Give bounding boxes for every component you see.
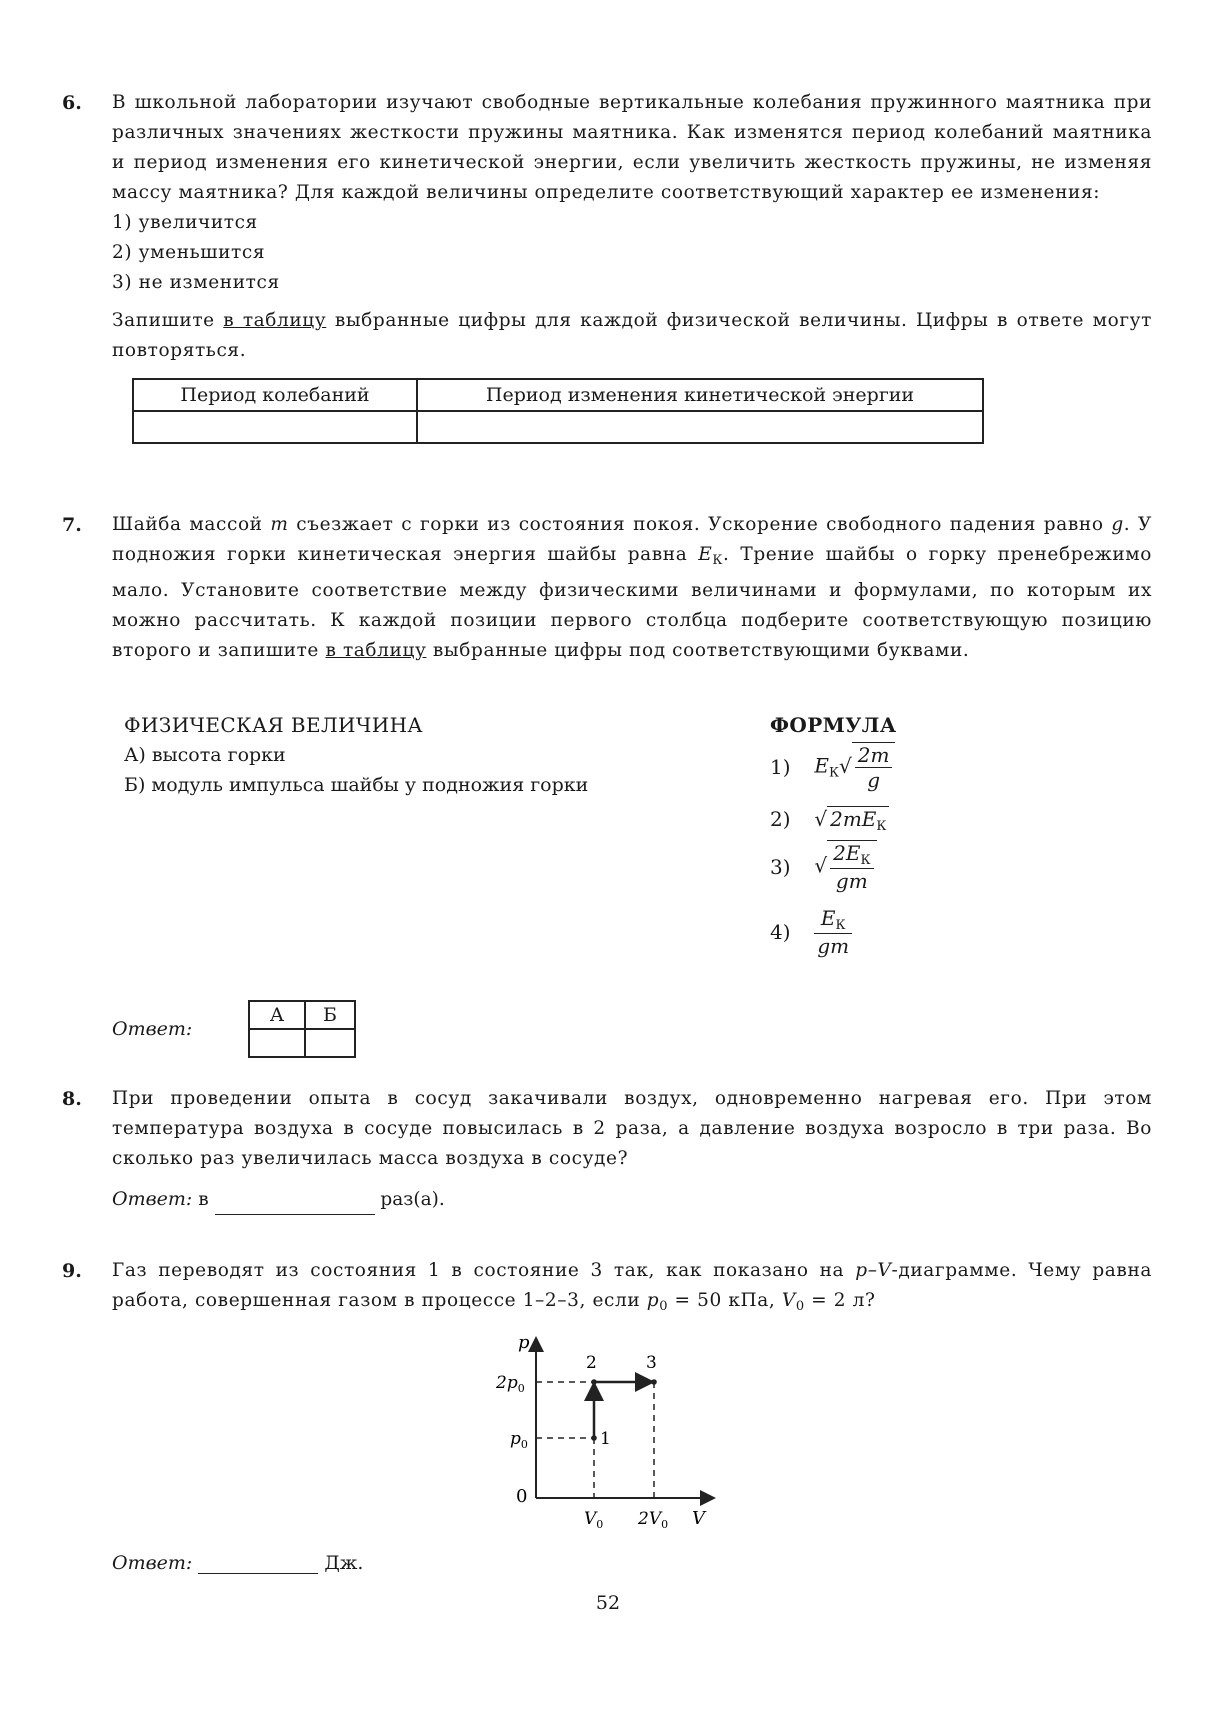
state-3-label: 3	[646, 1353, 657, 1373]
problem-number: 8.	[62, 1088, 82, 1110]
answer-blank[interactable]	[198, 1553, 318, 1574]
answer-cell[interactable]	[417, 411, 983, 443]
column-header: ФОРМУЛА	[770, 713, 897, 737]
problem-number: 6.	[62, 92, 82, 114]
formula-4: 4) $\frac{E_К}{gm}$	[770, 906, 852, 958]
answer-cell[interactable]	[305, 1029, 355, 1057]
p-axis-label: p	[518, 1332, 530, 1353]
table-header: Период изменения кинетической энергии	[417, 379, 983, 411]
state-1-label: 1	[600, 1429, 611, 1449]
answer-blank[interactable]	[215, 1194, 375, 1215]
tick-2v0: $2V_0$	[638, 1509, 669, 1530]
quantity-b: Б) модуль импульса шайбы у подножия горки	[124, 774, 589, 796]
column-header: ФИЗИЧЕСКАЯ ВЕЛИЧИНА	[124, 713, 423, 737]
option-1: 1) увеличится	[112, 212, 258, 233]
problem-7	[62, 510, 1152, 1040]
answer-cell[interactable]	[249, 1029, 305, 1057]
option-3: 3) не изменится	[112, 272, 280, 293]
page-number: 52	[595, 1592, 621, 1614]
state-1-point	[591, 1435, 597, 1441]
origin-label: 0	[516, 1486, 528, 1507]
answer-table-6	[132, 378, 984, 444]
table-header: Б	[305, 1001, 355, 1029]
answer-cell[interactable]	[133, 411, 417, 443]
state-3-point	[651, 1379, 657, 1385]
problem-text: Шайба массой m съезжает с горки из состояния покоя. Ускорение свободного падения равно g. У подножия горки кинетическая энергия шайбы равна $E_К$. Трение шайбы о горку пренебрежимо мало. Установите соответствие между физическими величинами и формулами, по которым их можно рассчитать. К каждой позиции первого столбца подберите соответствующую позицию второго и запишите в таблицу выбранные цифры под соответствующими буквами.	[112, 514, 1152, 661]
state-2-point	[591, 1379, 597, 1385]
problem-8	[62, 1084, 1152, 1215]
problem-text: Газ переводят из состояния 1 в состояние 3 так, как показано на p–V-диаграмме. Чему равна работа, совершенная газом в процессе 1–2–3, если $p_0 = 50$ кПа, $V_0 = 2$ л?	[112, 1260, 1153, 1314]
problem-9	[62, 1256, 1152, 1322]
answer-line-8: Ответ: в раз(а).	[112, 1184, 1152, 1215]
problem-number: 7.	[62, 514, 82, 536]
problem-text: В школьной лаборатории изучают свободные вертикальные колебания пружинного маятника при различных значениях жесткости пружины маятника. Как изменятся период колебаний маятника и период изменения его кинетической энергии, если увеличить жесткость пружины, не изменяя массу маятника? Для каждой величины определите соответствующий характер ее изменения:	[112, 92, 1152, 203]
answer-line-9: Ответ: Дж.	[112, 1552, 364, 1574]
tick-2p0: $2p_0$	[496, 1373, 525, 1395]
table-header: Период колебаний	[133, 379, 417, 411]
formulas-column	[770, 710, 970, 970]
instructions: Запишите в таблицу выбранные цифры для каждой физической величины. Цифры в ответе могут повторяться.	[112, 310, 1152, 361]
option-2: 2) уменьшится	[112, 242, 266, 263]
v-axis-label: V	[692, 1508, 705, 1529]
state-2-label: 2	[586, 1353, 597, 1373]
formula-3: 3) √ $\frac{2E_К}{gm}$	[770, 840, 877, 893]
problem-text: При проведении опыта в сосуд закачивали воздух, одновременно нагревая его. При этом температура воздуха в сосуде повысилась в 2 раза, а давление воздуха возросло в три раза. Во сколько раз увеличилась масса воздуха в сосуде?	[112, 1088, 1152, 1169]
formula-2: 2) √ $2mE_К$	[770, 806, 889, 834]
formula-1: 1) $E_К√$ $\frac{2m}{g}$	[770, 742, 895, 792]
table-header: А	[249, 1001, 305, 1029]
tick-p0: $p_0$	[510, 1429, 528, 1451]
answer-label: Ответ:	[112, 1018, 193, 1040]
problem-6	[62, 88, 1152, 444]
quantity-a: А) высота горки	[124, 744, 286, 766]
answer-table-7	[248, 1000, 356, 1058]
quantities-column	[124, 710, 684, 800]
pv-diagram	[470, 1330, 740, 1530]
problem-number: 9.	[62, 1260, 82, 1282]
tick-v0: $V_0$	[584, 1509, 604, 1530]
